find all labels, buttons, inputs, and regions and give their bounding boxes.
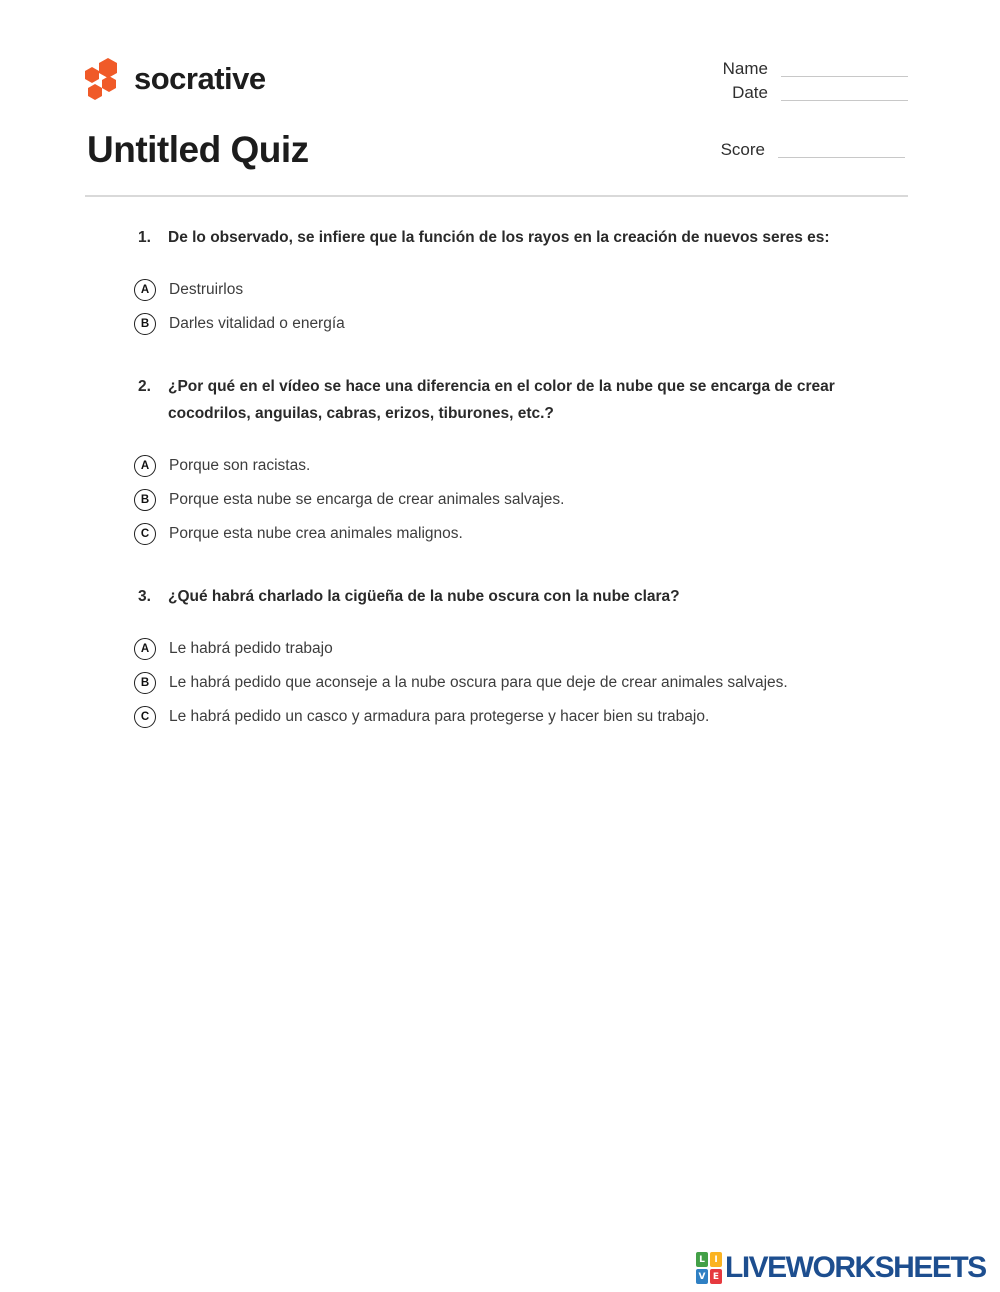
liveworksheets-icon — [696, 1252, 722, 1284]
icon-letter-v: V — [696, 1269, 708, 1284]
option-letter-circle[interactable]: A — [134, 279, 156, 301]
question-1-option-b[interactable] — [134, 313, 882, 335]
score-field — [721, 141, 905, 165]
option-text: Porque esta nube crea animales malignos. — [169, 525, 463, 542]
option-letter-circle[interactable]: B — [134, 489, 156, 511]
icon-letter-l: L — [696, 1252, 708, 1267]
date-input-line[interactable] — [781, 86, 908, 101]
option-letter-circle[interactable]: B — [134, 672, 156, 694]
score-label: Score — [720, 140, 765, 159]
option-text: Destruirlos — [169, 281, 244, 298]
option-letter-circle[interactable]: B — [134, 313, 156, 335]
hexagon-dot — [85, 67, 99, 83]
option-letter-circle[interactable]: A — [134, 455, 156, 477]
brand-name: socrative — [134, 61, 266, 96]
question-3-option-a[interactable] — [134, 638, 882, 660]
hexagon-dot — [99, 58, 117, 78]
question-header — [134, 224, 882, 251]
option-text: Porque son racistas. — [169, 457, 311, 474]
score-input-line[interactable] — [778, 143, 905, 158]
header-fields — [723, 60, 908, 108]
header-divider — [85, 195, 908, 197]
socrative-hexagons-icon — [85, 56, 125, 102]
socrative-logo — [85, 56, 266, 102]
hexagon-dot — [88, 84, 102, 100]
question-1 — [134, 224, 882, 335]
name-label: Name — [722, 59, 768, 78]
question-text: De lo observado, se infiere que la función de los rayos en la creación de nuevos seres es: — [168, 229, 830, 246]
score-field-row — [721, 141, 905, 158]
hexagon-dot — [102, 76, 116, 92]
question-number: 1. — [138, 229, 151, 246]
question-header — [134, 373, 882, 427]
questions-list — [134, 224, 882, 766]
question-2-option-c[interactable] — [134, 523, 882, 545]
question-number: 3. — [138, 588, 151, 605]
liveworksheets-wordmark: LIVEWORKSHEETS — [725, 1251, 986, 1284]
question-number: 2. — [138, 378, 151, 395]
option-text: Darles vitalidad o energía — [169, 315, 345, 332]
question-2 — [134, 373, 882, 545]
option-letter-circle[interactable]: C — [134, 523, 156, 545]
icon-letter-e: E — [710, 1269, 722, 1284]
name-field-row — [723, 60, 908, 77]
option-letter-circle[interactable]: A — [134, 638, 156, 660]
question-3 — [134, 583, 882, 728]
option-text: Porque esta nube se encarga de crear animales salvajes. — [169, 491, 565, 508]
question-2-option-a[interactable] — [134, 455, 882, 477]
option-letter-circle[interactable]: C — [134, 706, 156, 728]
date-label: Date — [732, 83, 768, 102]
question-3-option-c[interactable] — [134, 706, 882, 728]
liveworksheets-logo — [696, 1251, 986, 1285]
option-text: Le habrá pedido trabajo — [169, 640, 333, 657]
name-input-line[interactable] — [781, 62, 908, 77]
icon-letter-i: I — [710, 1252, 722, 1267]
question-1-option-a[interactable] — [134, 279, 882, 301]
option-text: Le habrá pedido un casco y armadura para protegerse y hacer bien su trabajo. — [169, 708, 710, 725]
question-text: ¿Por qué en el vídeo se hace una diferencia en el color de la nube que se encarga de crear cocodrilos, anguilas, cabras, erizos, tiburones, etc.? — [168, 378, 835, 422]
date-field-row — [723, 84, 908, 101]
page-title: Untitled Quiz — [87, 129, 309, 170]
question-header — [134, 583, 882, 610]
option-text: Le habrá pedido que aconseje a la nube oscura para que deje de crear animales salvajes. — [169, 674, 788, 691]
question-3-option-b[interactable] — [134, 672, 882, 694]
question-2-option-b[interactable] — [134, 489, 882, 511]
question-text: ¿Qué habrá charlado la cigüeña de la nube oscura con la nube clara? — [168, 588, 680, 605]
